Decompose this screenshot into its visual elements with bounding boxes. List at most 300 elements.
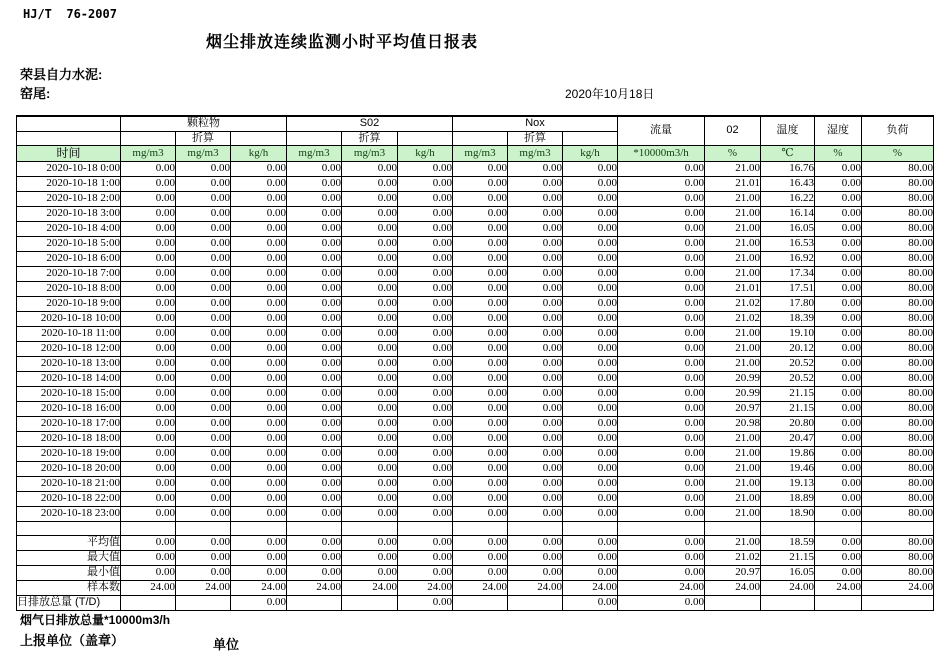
value-cell: 0.00 [815, 401, 862, 416]
value-cell: 0.00 [342, 356, 398, 371]
value-cell [453, 595, 508, 610]
value-cell [705, 521, 761, 535]
value-cell: 0.00 [176, 311, 231, 326]
unit-cell: kg/h [231, 145, 287, 161]
value-cell [815, 521, 862, 535]
value-cell: 0.00 [815, 491, 862, 506]
value-cell: 0.00 [121, 401, 176, 416]
value-cell [287, 595, 342, 610]
value-cell: 0.00 [121, 236, 176, 251]
value-cell: 0.00 [231, 461, 287, 476]
row-label: 2020-10-18 7:00 [17, 266, 121, 281]
value-cell: 0.00 [815, 565, 862, 580]
unit-cell: % [705, 145, 761, 161]
value-cell: 0.00 [398, 491, 453, 506]
value-cell: 0.00 [398, 416, 453, 431]
value-cell: 0.00 [342, 311, 398, 326]
value-cell: 20.47 [761, 431, 815, 446]
unit-cell: kg/h [563, 145, 618, 161]
row-label: 2020-10-18 13:00 [17, 356, 121, 371]
value-cell [862, 595, 934, 610]
value-cell: 24.00 [121, 580, 176, 595]
value-cell: 0.00 [618, 251, 705, 266]
value-cell: 0.00 [231, 476, 287, 491]
value-cell: 21.00 [705, 341, 761, 356]
value-cell: 0.00 [508, 565, 563, 580]
value-cell: 16.22 [761, 191, 815, 206]
value-cell: 0.00 [398, 161, 453, 176]
value-cell: 24.00 [761, 580, 815, 595]
value-cell: 80.00 [862, 461, 934, 476]
unit-cell: mg/m3 [287, 145, 342, 161]
value-cell: 0.00 [121, 191, 176, 206]
summary-row [17, 535, 934, 550]
value-cell: 0.00 [453, 461, 508, 476]
value-cell: 0.00 [563, 296, 618, 311]
data-row [17, 161, 934, 176]
value-cell: 0.00 [453, 176, 508, 191]
value-cell: 0.00 [121, 416, 176, 431]
value-cell: 0.00 [618, 206, 705, 221]
value-cell: 0.00 [176, 326, 231, 341]
value-cell [176, 521, 231, 535]
value-cell: 0.00 [231, 191, 287, 206]
value-cell [342, 521, 398, 535]
standard-code: HJ/T 76-2007 [23, 7, 117, 21]
value-cell: 0.00 [618, 565, 705, 580]
value-cell: 0.00 [176, 161, 231, 176]
value-cell: 0.00 [121, 296, 176, 311]
value-cell: 0.00 [398, 221, 453, 236]
value-cell: 0.00 [815, 326, 862, 341]
value-cell: 21.00 [705, 491, 761, 506]
value-cell: 0.00 [176, 296, 231, 311]
value-cell: 17.51 [761, 281, 815, 296]
value-cell: 0.00 [287, 476, 342, 491]
value-cell: 0.00 [453, 446, 508, 461]
value-cell: 16.53 [761, 236, 815, 251]
value-cell: 0.00 [121, 176, 176, 191]
value-cell: 0.00 [563, 595, 618, 610]
value-cell: 21.01 [705, 281, 761, 296]
value-cell: 0.00 [398, 386, 453, 401]
value-cell: 0.00 [508, 356, 563, 371]
value-cell [761, 595, 815, 610]
report-table [16, 115, 934, 611]
value-cell: 0.00 [287, 535, 342, 550]
row-label: 2020-10-18 19:00 [17, 446, 121, 461]
value-cell: 0.00 [342, 386, 398, 401]
value-cell: 0.00 [231, 595, 287, 610]
value-cell: 0.00 [121, 550, 176, 565]
value-cell: 0.00 [508, 476, 563, 491]
value-cell: 0.00 [342, 446, 398, 461]
value-cell [342, 595, 398, 610]
row-label: 2020-10-18 22:00 [17, 491, 121, 506]
value-cell: 0.00 [231, 176, 287, 191]
value-cell: 21.00 [705, 326, 761, 341]
value-cell: 0.00 [815, 311, 862, 326]
value-cell: 0.00 [453, 535, 508, 550]
value-cell: 0.00 [287, 311, 342, 326]
value-cell: 0.00 [287, 371, 342, 386]
value-cell: 24.00 [862, 580, 934, 595]
value-cell: 0.00 [508, 206, 563, 221]
value-cell: 0.00 [563, 386, 618, 401]
value-cell [231, 521, 287, 535]
col-flow: 流量 [618, 116, 705, 145]
value-cell: 80.00 [862, 476, 934, 491]
row-label: 2020-10-18 17:00 [17, 416, 121, 431]
row-label [17, 521, 121, 535]
company-name: 荣县自力水泥: [20, 67, 103, 82]
value-cell: 0.00 [287, 386, 342, 401]
value-cell: 80.00 [862, 326, 934, 341]
value-cell: 0.00 [453, 206, 508, 221]
value-cell: 0.00 [815, 506, 862, 521]
data-row [17, 281, 934, 296]
value-cell: 0.00 [508, 431, 563, 446]
value-cell: 0.00 [398, 595, 453, 610]
value-cell: 0.00 [121, 161, 176, 176]
value-cell: 0.00 [176, 236, 231, 251]
value-cell: 0.00 [815, 296, 862, 311]
value-cell: 80.00 [862, 191, 934, 206]
value-cell: 0.00 [287, 550, 342, 565]
page-title: 烟尘排放连续监测小时平均值日报表 [206, 34, 479, 51]
value-cell: 18.59 [761, 535, 815, 550]
row-label: 2020-10-18 8:00 [17, 281, 121, 296]
value-cell: 80.00 [862, 356, 934, 371]
value-cell: 0.00 [342, 206, 398, 221]
footer-flow-total: 烟气日排放总量*10000m3/h [20, 613, 171, 627]
value-cell: 0.00 [508, 281, 563, 296]
value-cell: 0.00 [453, 236, 508, 251]
value-cell: 0.00 [508, 266, 563, 281]
value-cell: 0.00 [453, 431, 508, 446]
unit-cell: mg/m3 [453, 145, 508, 161]
value-cell: 0.00 [618, 401, 705, 416]
value-cell: 0.00 [176, 206, 231, 221]
value-cell: 24.00 [398, 580, 453, 595]
row-label: 2020-10-18 12:00 [17, 341, 121, 356]
empty-cell [17, 131, 121, 145]
value-cell: 0.00 [231, 236, 287, 251]
value-cell: 0.00 [563, 431, 618, 446]
row-label: 2020-10-18 9:00 [17, 296, 121, 311]
value-cell: 0.00 [508, 461, 563, 476]
data-row [17, 296, 934, 311]
value-cell: 0.00 [618, 281, 705, 296]
value-cell: 21.00 [705, 446, 761, 461]
data-row [17, 356, 934, 371]
value-cell: 80.00 [862, 311, 934, 326]
value-cell: 19.13 [761, 476, 815, 491]
value-cell: 20.98 [705, 416, 761, 431]
value-cell: 0.00 [618, 416, 705, 431]
value-cell: 0.00 [121, 535, 176, 550]
data-row [17, 266, 934, 281]
value-cell: 0.00 [563, 326, 618, 341]
value-cell: 20.99 [705, 386, 761, 401]
value-cell: 0.00 [287, 565, 342, 580]
value-cell: 0.00 [231, 326, 287, 341]
value-cell: 18.90 [761, 506, 815, 521]
value-cell: 0.00 [398, 446, 453, 461]
value-cell: 0.00 [508, 221, 563, 236]
row-label: 2020-10-18 3:00 [17, 206, 121, 221]
value-cell: 0.00 [508, 251, 563, 266]
value-cell: 0.00 [121, 565, 176, 580]
value-cell: 0.00 [508, 176, 563, 191]
value-cell: 0.00 [815, 221, 862, 236]
value-cell: 24.00 [563, 580, 618, 595]
value-cell: 21.00 [705, 266, 761, 281]
value-cell: 0.00 [342, 341, 398, 356]
value-cell: 0.00 [398, 341, 453, 356]
value-cell: 0.00 [618, 595, 705, 610]
data-row [17, 371, 934, 386]
data-row [17, 386, 934, 401]
row-label: 2020-10-18 11:00 [17, 326, 121, 341]
value-cell: 0.00 [508, 311, 563, 326]
value-cell: 0.00 [231, 386, 287, 401]
value-cell: 0.00 [287, 506, 342, 521]
value-cell [563, 521, 618, 535]
value-cell: 80.00 [862, 161, 934, 176]
value-cell: 21.15 [761, 386, 815, 401]
value-cell: 0.00 [342, 461, 398, 476]
row-label: 2020-10-18 23:00 [17, 506, 121, 521]
value-cell: 0.00 [231, 565, 287, 580]
value-cell: 0.00 [563, 461, 618, 476]
unit-cell: mg/m3 [508, 145, 563, 161]
value-cell: 16.92 [761, 251, 815, 266]
spacer-row [17, 521, 934, 535]
value-cell: 0.00 [121, 356, 176, 371]
value-cell: 0.00 [342, 221, 398, 236]
value-cell: 0.00 [121, 491, 176, 506]
value-cell: 0.00 [231, 401, 287, 416]
value-cell: 0.00 [287, 461, 342, 476]
value-cell: 18.39 [761, 311, 815, 326]
value-cell: 0.00 [508, 416, 563, 431]
value-cell: 0.00 [563, 236, 618, 251]
value-cell: 0.00 [342, 176, 398, 191]
row-label: 2020-10-18 4:00 [17, 221, 121, 236]
value-cell: 20.80 [761, 416, 815, 431]
value-cell: 0.00 [618, 550, 705, 565]
value-cell: 80.00 [862, 446, 934, 461]
value-cell: 0.00 [563, 506, 618, 521]
value-cell: 0.00 [342, 236, 398, 251]
col-load: 负荷 [862, 116, 934, 145]
value-cell: 0.00 [342, 251, 398, 266]
col-humidity: 湿度 [815, 116, 862, 145]
value-cell: 0.00 [618, 326, 705, 341]
value-cell: 21.00 [705, 236, 761, 251]
value-cell: 80.00 [862, 251, 934, 266]
value-cell: 21.01 [705, 176, 761, 191]
row-label: 2020-10-18 10:00 [17, 311, 121, 326]
col-o2: 02 [705, 116, 761, 145]
value-cell: 0.00 [563, 491, 618, 506]
value-cell: 0.00 [508, 236, 563, 251]
data-row [17, 476, 934, 491]
value-cell: 21.00 [705, 191, 761, 206]
value-cell: 0.00 [815, 476, 862, 491]
value-cell: 0.00 [231, 550, 287, 565]
value-cell: 0.00 [121, 326, 176, 341]
value-cell: 0.00 [618, 506, 705, 521]
value-cell: 0.00 [398, 431, 453, 446]
value-cell: 19.10 [761, 326, 815, 341]
value-cell: 0.00 [508, 326, 563, 341]
value-cell: 0.00 [563, 446, 618, 461]
value-cell: 0.00 [453, 251, 508, 266]
value-cell: 21.00 [705, 206, 761, 221]
data-row [17, 206, 934, 221]
data-row [17, 401, 934, 416]
value-cell: 0.00 [231, 356, 287, 371]
value-cell: 0.00 [618, 386, 705, 401]
unit-cell: mg/m3 [121, 145, 176, 161]
header-units-row [17, 145, 934, 161]
value-cell: 24.00 [508, 580, 563, 595]
value-cell: 0.00 [508, 491, 563, 506]
value-cell: 0.00 [342, 401, 398, 416]
value-cell: 0.00 [563, 565, 618, 580]
value-cell: 0.00 [618, 221, 705, 236]
value-cell: 0.00 [815, 356, 862, 371]
value-cell: 0.00 [342, 476, 398, 491]
value-cell: 0.00 [342, 416, 398, 431]
value-cell: 80.00 [862, 535, 934, 550]
value-cell: 80.00 [862, 401, 934, 416]
value-cell: 0.00 [342, 506, 398, 521]
value-cell: 0.00 [618, 296, 705, 311]
value-cell: 0.00 [508, 386, 563, 401]
value-cell: 0.00 [231, 266, 287, 281]
value-cell: 0.00 [398, 251, 453, 266]
value-cell: 0.00 [815, 446, 862, 461]
value-cell: 0.00 [508, 506, 563, 521]
value-cell: 0.00 [176, 191, 231, 206]
row-label: 2020-10-18 15:00 [17, 386, 121, 401]
value-cell: 80.00 [862, 550, 934, 565]
value-cell: 0.00 [508, 296, 563, 311]
row-label: 2020-10-18 2:00 [17, 191, 121, 206]
value-cell: 0.00 [398, 506, 453, 521]
value-cell: 0.00 [398, 311, 453, 326]
value-cell: 20.52 [761, 371, 815, 386]
value-cell: 0.00 [398, 266, 453, 281]
value-cell: 0.00 [342, 296, 398, 311]
value-cell: 80.00 [862, 506, 934, 521]
empty-cell [17, 116, 121, 131]
value-cell: 80.00 [862, 386, 934, 401]
value-cell: 0.00 [563, 251, 618, 266]
summary-row [17, 550, 934, 565]
value-cell: 0.00 [121, 476, 176, 491]
value-cell: 0.00 [815, 281, 862, 296]
value-cell: 20.97 [705, 401, 761, 416]
value-cell: 24.00 [287, 580, 342, 595]
value-cell: 0.00 [121, 446, 176, 461]
value-cell: 80.00 [862, 565, 934, 580]
row-label: 2020-10-18 0:00 [17, 161, 121, 176]
value-cell: 0.00 [287, 341, 342, 356]
value-cell: 0.00 [287, 326, 342, 341]
value-cell: 0.00 [121, 221, 176, 236]
value-cell: 0.00 [508, 401, 563, 416]
value-cell: 24.00 [342, 580, 398, 595]
value-cell: 0.00 [563, 311, 618, 326]
value-cell: 0.00 [618, 161, 705, 176]
value-cell: 0.00 [231, 371, 287, 386]
value-cell [761, 521, 815, 535]
value-cell: 80.00 [862, 206, 934, 221]
row-label: 2020-10-18 5:00 [17, 236, 121, 251]
value-cell: 0.00 [231, 311, 287, 326]
value-cell: 0.00 [618, 356, 705, 371]
value-cell [453, 521, 508, 535]
value-cell: 21.02 [705, 550, 761, 565]
value-cell: 0.00 [176, 535, 231, 550]
value-cell: 0.00 [453, 401, 508, 416]
summary-row [17, 565, 934, 580]
value-cell [121, 595, 176, 610]
value-cell: 0.00 [815, 176, 862, 191]
report-date: 2020年10月18日 [565, 87, 655, 101]
value-cell: 0.00 [618, 535, 705, 550]
value-cell: 0.00 [815, 535, 862, 550]
value-cell: 21.00 [705, 535, 761, 550]
value-cell: 0.00 [342, 535, 398, 550]
value-cell [862, 521, 934, 535]
data-row [17, 311, 934, 326]
value-cell: 0.00 [342, 161, 398, 176]
value-cell: 0.00 [342, 565, 398, 580]
value-cell: 21.02 [705, 311, 761, 326]
value-cell: 0.00 [618, 191, 705, 206]
value-cell: 21.00 [705, 356, 761, 371]
unit-cell: mg/m3 [176, 145, 231, 161]
value-cell: 0.00 [398, 565, 453, 580]
data-row [17, 431, 934, 446]
value-cell: 24.00 [705, 580, 761, 595]
value-cell: 0.00 [398, 535, 453, 550]
value-cell: 0.00 [453, 476, 508, 491]
value-cell: 0.00 [398, 461, 453, 476]
col-temperature: 温度 [761, 116, 815, 145]
value-cell: 19.46 [761, 461, 815, 476]
value-cell: 17.80 [761, 296, 815, 311]
value-cell: 0.00 [563, 476, 618, 491]
row-label: 2020-10-18 21:00 [17, 476, 121, 491]
value-cell: 80.00 [862, 266, 934, 281]
value-cell: 16.76 [761, 161, 815, 176]
value-cell: 0.00 [231, 416, 287, 431]
value-cell: 0.00 [508, 371, 563, 386]
value-cell: 0.00 [176, 446, 231, 461]
value-cell: 0.00 [342, 371, 398, 386]
value-cell: 0.00 [121, 281, 176, 296]
footer-unit-label: 单位 [213, 637, 240, 652]
value-cell: 0.00 [287, 296, 342, 311]
value-cell: 0.00 [563, 535, 618, 550]
value-cell: 0.00 [231, 221, 287, 236]
